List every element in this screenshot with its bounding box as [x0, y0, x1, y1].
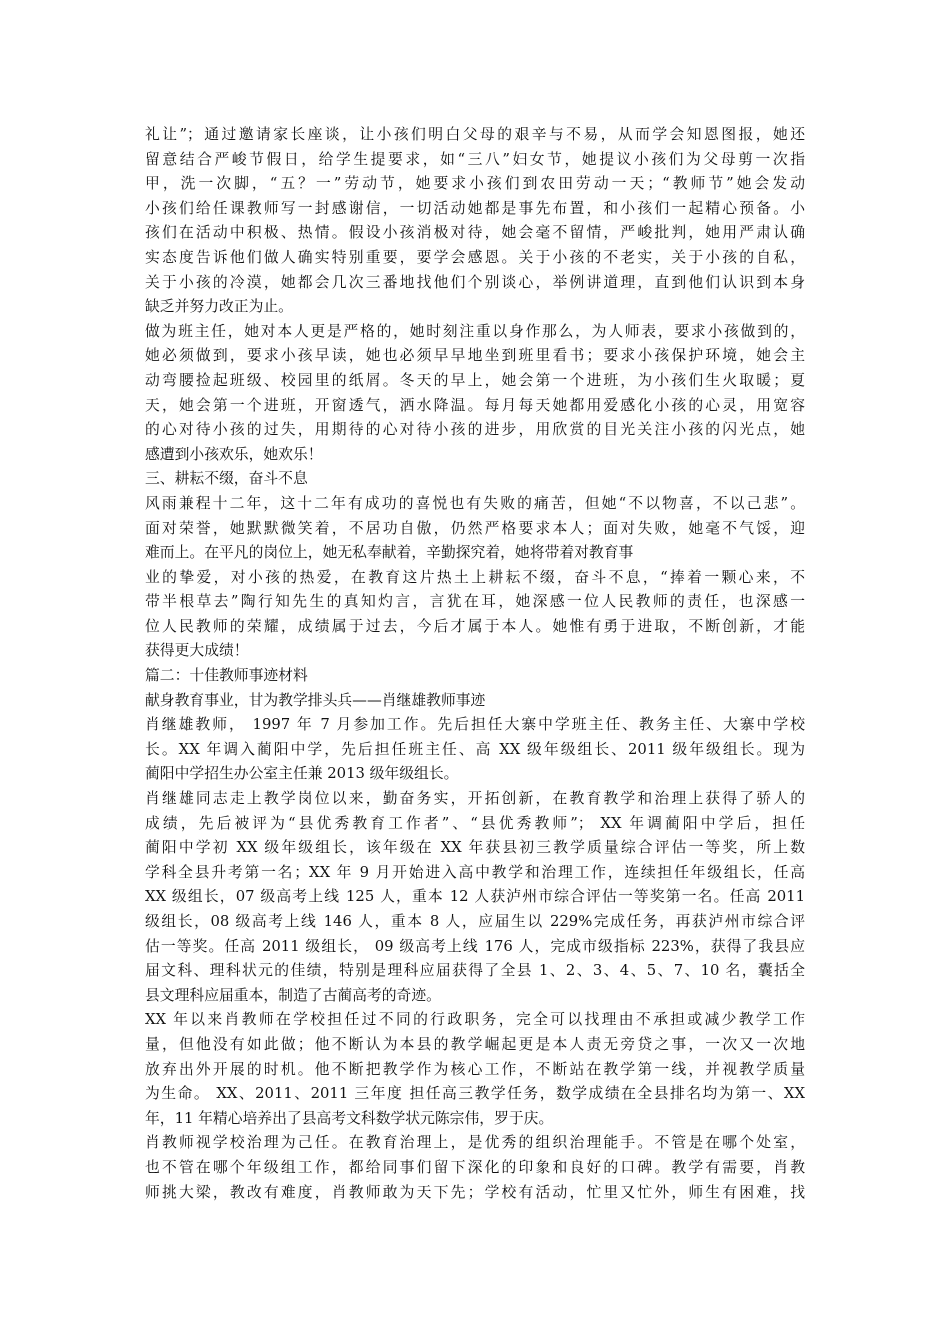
text-line: 她必须做到，要求小孩早读，她也必须早早地坐到班里看书；要求小孩保护环境，她会主 [145, 347, 805, 365]
text-line: XX 年以来肖教师在学校担任过不同的行政职务，完全可以找理由不承担或减少教学工作 [145, 1011, 805, 1029]
text-line: 甲，洗一次脚，“五？一”劳动节，她要求小孩们到农田劳动一天；“教师节”她会发动 [145, 175, 805, 193]
text-line: 缺乏并努力改正为止。 [145, 298, 293, 316]
text-line: 长。XX 年调入蔺阳中学，先后担任班主任、高 XX 级年级组长、2011 级年级组长。现为 [145, 740, 805, 758]
text-line: 肖继雄同志走上教学岗位以来，勤奋务实，开拓创新，在教育教学和治理上获得了骄人的 [145, 790, 805, 808]
text-line: 届文科、理科状元的佳绩，特别是理科应届获得了全县 1、2、3、4、5、7、10 名，囊括全 [145, 962, 805, 980]
text-line: 献身教育事业，甘为教学排头兵——肖继雄教师事迹 [145, 691, 486, 709]
text-line: 级组长，08 级高考上线 146 人，重本 8 人，应届生以 229%完成任务，再获泸州市综合评 [145, 913, 805, 930]
text-line: 蔺阳中学招生办公室主任兼 2013 级年级组长。 [145, 765, 459, 783]
text-line: 年，11 年精心培养出了县高考文科数学状元陈宗伟，罗于庆。 [145, 1109, 554, 1127]
text-line: 做为班主任，她对本人更是严格的，她时刻注重以身作那么，为人师表，要求小孩做到的， [145, 322, 805, 340]
text-line: 关于小孩的冷漠，她都会几次三番地找他们个别谈心，举例讲道理，直到他们认识到本身 [145, 273, 805, 291]
text-line: 获得更大成绩！ [145, 642, 249, 660]
text-line: 蔺阳中学初 XX 级年级组长，该年级在 XX 年获县初三教学质量综合评估一等奖，所上数 [145, 839, 805, 857]
text-line: 位人民教师的荣耀，成绩属于过去，今后才属于本人。她惟有勇于进取，不断创新，才能 [145, 617, 805, 635]
text-line: 的心对待小孩的过失，用期待的心对待小孩的进步，用欣赏的目光关注小孩的闪光点，她 [145, 421, 805, 439]
text-line: 礼让”；通过邀请家长座谈，让小孩们明白父母的艰辛与不易，从而学会知恩图报，她还 [145, 126, 805, 143]
text-line: 估一等奖。任高 2011 级组长， 09 级高考上线 176 人，完成市级指标 223%，获得了我县应 [145, 937, 805, 955]
text-line: 肖继雄教师， 1997 年 7 月参加工作。先后担任大寨中学班主任、教务主任、大寨中学校 [145, 716, 805, 734]
text-line: 肖教师视学校治理为己任。在教育治理上，是优秀的组织治理能手。不管是在哪个处室， [145, 1134, 805, 1152]
text-line: 难而上。在平凡的岗位上，她无私奉献着，辛勤探究着，她将带着对教育事 [145, 544, 634, 562]
text-line: 孩们在活动中积极、热情。假设小孩消极对待，她会毫不留情，严峻批判，她用严肃认确 [145, 224, 805, 242]
text-line: 天，她会第一个进班，开窗透气，洒水降温。每月每天她都用爱感化小孩的心灵，用宽容 [145, 396, 805, 414]
text-line: 放弃出外开展的时机。他不断把教学作为核心工作，不断站在教学第一线，并视教学质量 [145, 1060, 805, 1078]
text-line: 小孩们给任课教师写一封感谢信，一切活动她都是事先布置，和小孩们一起精心预备。小 [145, 199, 805, 217]
text-line: 学科全县升考第一名；XX 年 9 月开始进入高中教学和治理工作，连续担任年级组长，任高 [145, 863, 805, 881]
text-line: 面对荣誉，她默默微笑着，不居功自傲，仍然严格要求本人；面对失败，她毫不气馁，迎 [145, 519, 805, 537]
text-line: 量，但他没有如此做；他不断认为本县的教学崛起更是本人责无旁贷之事，一次又一次地 [145, 1035, 805, 1053]
text-line: 风雨兼程十二年，这十二年有成功的喜悦也有失败的痛苦，但她“不以物喜，不以己悲”。 [145, 494, 805, 512]
text-line: 带半根草去”陶行知先生的真知灼言，言犹在耳，她深感一位人民教师的责任，也深感一 [145, 593, 805, 611]
text-line: 留意结合严峻节假日，给学生提要求，如“三八”妇女节，她提议小孩们为父母剪一次指 [145, 150, 805, 168]
text-line: 篇二：十佳教师事迹材料 [145, 667, 308, 685]
text-line: 为生命。 XX、2011、2011 三年度 担任高三教学任务，数学成绩在全县排名均为第一、XX [145, 1085, 805, 1103]
document-body [145, 123, 805, 1205]
text-line: 成绩，先后被评为“县优秀教育工作者”、“县优秀教师”； XX 年调蔺阳中学后，担任 [145, 814, 805, 832]
text-line: 师挑大梁，教改有难度，肖教师敢为天下先；学校有活动，忙里又忙外，师生有困难，找 [145, 1183, 805, 1201]
text-line: 动弯腰捡起班级、校园里的纸屑。冬天的早上，她会第一个进班，为小孩们生火取暖；夏 [145, 371, 805, 389]
text-line: 也不管在哪个年级组工作，都给同事们留下深化的印象和良好的口碑。教学有需要，肖教 [145, 1158, 805, 1176]
text-line: 实态度告诉他们做人确实特别重要，要学会感恩。关于小孩的不老实，关于小孩的自私， [145, 248, 805, 266]
text-line: 县文理科应届重本，制造了古蔺高考的奇迹。 [145, 986, 441, 1004]
text-line: 感遭到小孩欢乐，她欢乐！ [145, 445, 323, 463]
text-line: 业的挚爱，对小孩的热爱，在教育这片热土上耕耘不缀，奋斗不息，“捧着一颗心来，不 [145, 568, 805, 586]
text-line: XX 级组长，07 级高考上线 125 人，重本 12 人获泸州市综合评估一等奖第一名。任高 2011 [145, 888, 805, 906]
text-line: 三、耕耘不缀，奋斗不息 [145, 470, 308, 488]
